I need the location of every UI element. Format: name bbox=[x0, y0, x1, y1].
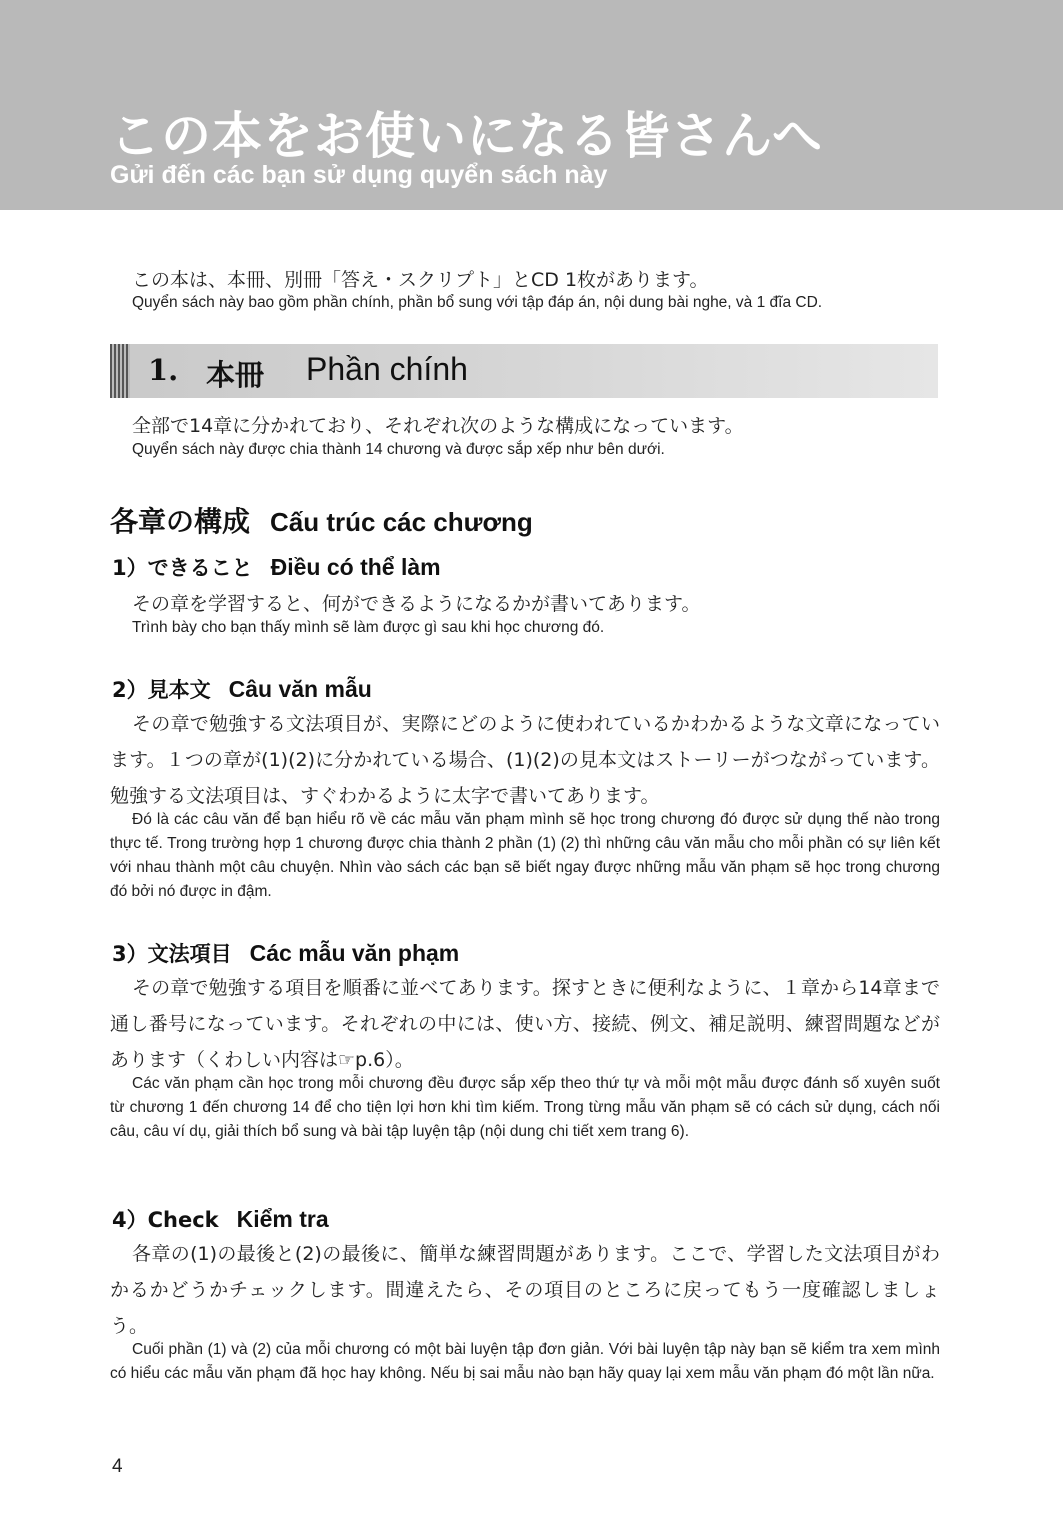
item-label-vi: Câu văn mẫu bbox=[228, 676, 372, 702]
page-title-jp: この本をお使いになる皆さんへ bbox=[110, 107, 823, 165]
intro-jp: この本は、本冊、別冊「答え・スクリプト」とCD 1枚があります。 bbox=[132, 269, 709, 291]
item-label-vi: Điều có thể làm bbox=[270, 554, 441, 580]
section1-vi: Quyển sách này được chia thành 14 chương và được sắp xếp như bên dưới. bbox=[132, 441, 665, 458]
item-label-jp: 1）できること bbox=[112, 556, 253, 580]
page-title-vi: Gửi đến các bạn sử dụng quyển sách này bbox=[110, 161, 608, 189]
structure-heading bbox=[110, 500, 533, 540]
structure-title-jp: 各章の構成 bbox=[110, 505, 251, 538]
item-label-vi: Kiểm tra bbox=[236, 1206, 329, 1232]
item-label-jp: 3）文法項目 bbox=[112, 942, 232, 966]
item-body-vi: Trình bày cho bạn thấy mình sẽ làm được gì sau khi học chương đó. bbox=[132, 619, 605, 636]
item-heading bbox=[112, 938, 459, 968]
section-title-jp: 本冊 bbox=[206, 358, 265, 392]
section-heading-bar bbox=[110, 344, 938, 398]
item-label-jp: 4）Check bbox=[112, 1208, 219, 1232]
item-body-jp: その章で勉強する文法項目が、実際にどのように使われているかわかるような文章になっています。１つの章が(1)(2)に分かれている場合、(1)(2)の見本文はストーリーがつながっています。勉強する文法項目は、すぐわかるように太字で書いてあります。 bbox=[110, 713, 940, 807]
section-stripe-decoration bbox=[110, 344, 130, 398]
item-body-vi: Đó là các câu văn để bạn hiểu rõ về các mẫu văn phạm mình sẽ học trong chương đó được sử dụng thế nào trong thực tế. Trong trường hợp 1 chương được chia thành 2 phần (1) (2) thì những câu văn mẫu cho mỗi phần có sự liên kết với nhau thành một câu chuyện. Nhìn vào sách các bạn sẽ biết ngay được những mẫu văn phạm sẽ học trong chương đó bởi nó được in đậm. bbox=[110, 811, 940, 900]
intro-vi: Quyển sách này bao gồm phần chính, phần bổ sung với tập đáp án, nội dung bài nghe, và 1 đĩa CD. bbox=[132, 294, 823, 311]
item-body-vi: Các văn phạm cần học trong mỗi chương đều được sắp xếp theo thứ tự và mỗi một mẫu được đánh số xuyên suốt từ chương 1 đến chương 14 để cho tiện lợi hơn khi tìm kiếm. Trong từng mẫu văn phạm sẽ có cách sử dụng, cách nối câu, câu ví dụ, giải thích bổ sung và bài tập luyện tập (nội dung chi tiết xem trang 6). bbox=[110, 1075, 940, 1140]
section-title-vi: Phần chính bbox=[306, 351, 468, 387]
item-heading bbox=[112, 552, 441, 582]
item-body-vi: Cuối phần (1) và (2) của mỗi chương có một bài luyện tập đơn giản. Với bài luyện tập này bạn sẽ kiểm tra xem mình có hiểu các mẫu văn phạm đã học hay không. Nếu bị sai mẫu nào bạn hãy quay lại xem mẫu văn phạm đó một lần nữa. bbox=[110, 1341, 940, 1382]
page-number: 4 bbox=[112, 1456, 123, 1477]
item-body-jp: その章で勉強する項目を順番に並べてあります。探すときに便利なように、１章から14章まで通し番号になっています。それぞれの中には、使い方、接続、例文、補足説明、練習問題などがあります（くわしい内容は☞p.6）。 bbox=[110, 977, 940, 1071]
item-label-jp: 2）見本文 bbox=[112, 678, 211, 702]
item-heading bbox=[112, 1204, 329, 1234]
section-number: 1. bbox=[148, 353, 179, 387]
item-body-jp: 各章の(1)の最後と(2)の最後に、簡単な練習問題があります。ここで、学習した文法項目がわかるかどうかチェックします。間違えたら、その項目のところに戻ってもう一度確認しましょう。 bbox=[110, 1243, 940, 1337]
item-heading bbox=[112, 674, 372, 704]
item-label-vi: Các mẫu văn phạm bbox=[249, 940, 460, 966]
structure-title-vi: Cấu trúc các chương bbox=[270, 507, 533, 537]
item-body-jp: その章を学習すると、何ができるようになるかが書いてあります。 bbox=[132, 593, 701, 615]
section1-jp: 全部で14章に分かれており、それぞれ次のような構成になっています。 bbox=[132, 415, 744, 437]
header-band bbox=[0, 0, 1063, 210]
